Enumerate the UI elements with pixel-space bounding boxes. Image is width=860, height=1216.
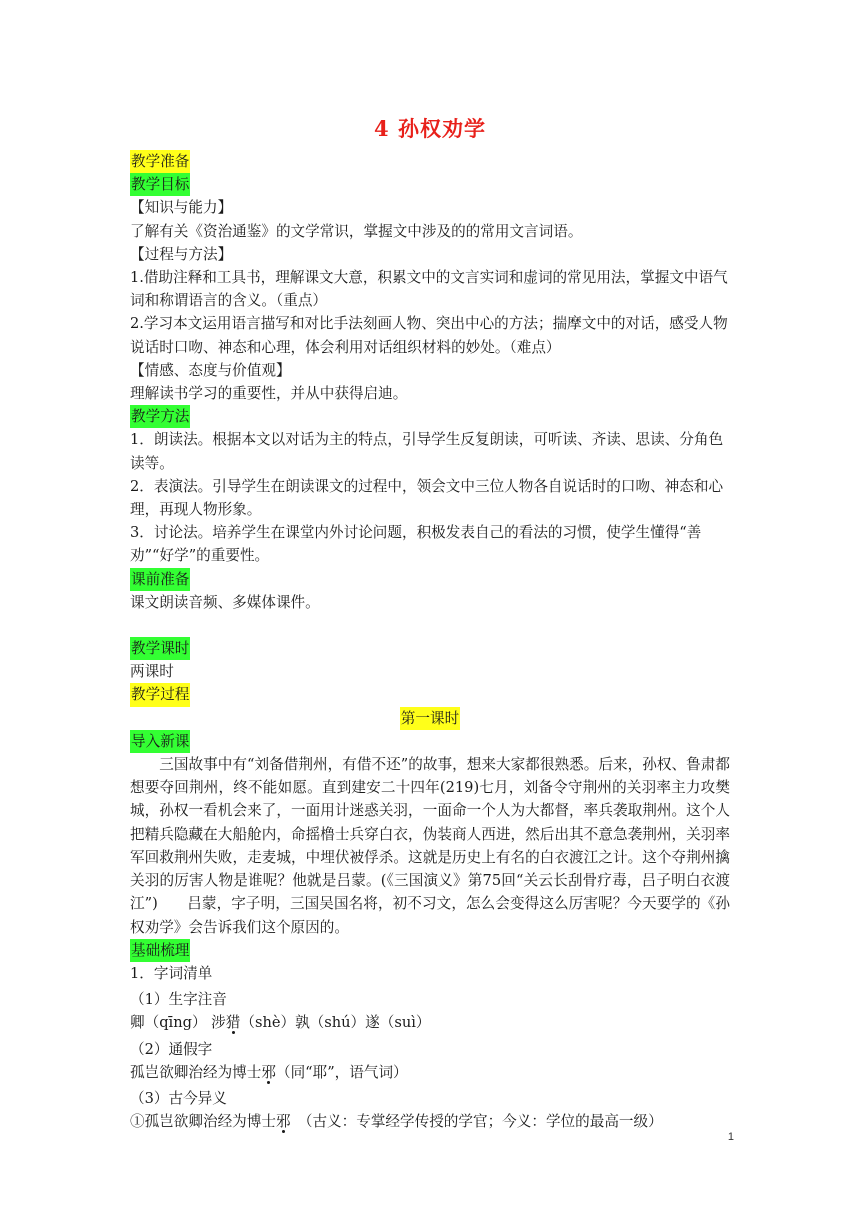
heading-class-hours: 教学课时 bbox=[130, 637, 190, 660]
heading-teaching-procedure: 教学过程 bbox=[130, 683, 190, 706]
paragraph-process-1: 1.借助注释和工具书，理解课文大意，积累文中的文言实词和虚词的常见用法，掌握文中语气词和称谓语言的含义。（重点） bbox=[130, 269, 728, 310]
paragraph-method-2: 2．表演法。引导学生在朗读课文的过程中，领会文中三位人物各自说话时的口吻、神态和心理，再现人物形象。 bbox=[130, 477, 724, 519]
dotted-char: 猎 bbox=[225, 1014, 241, 1032]
page-number: 1 bbox=[727, 1131, 734, 1143]
heading-pre-class: 课前准备 bbox=[130, 568, 190, 591]
heading-intro: 导入新课 bbox=[130, 730, 190, 753]
paragraph-vocab-2 bbox=[130, 1061, 730, 1084]
paragraph-class-hours: 两课时 bbox=[130, 663, 174, 681]
paragraph-intro: 三国故事中有“刘备借荆州，有借不还”的故事，想来大家都很熟悉。后来，孙权、鲁肃都想要夺回荆州，终不能如愿。直到建安二十四年(219)七月，刘备令守荆州的关羽率主力攻樊城，孙权一看机会来了，一面用计迷惑关羽，一面命一个人为大都督，率兵袭取荆州。这个人把精兵隐藏在大船舱内，命摇橹士兵穿白衣，伪装商人西进，然后出其不意急袭荆州，关羽率军回救荆州失败，走麦城，中埋伏被俘杀。这就是历史上有名的白衣渡江之计。这个夺荆州擒关羽的厉害人物是谁呢？他就是吕蒙。(《三国演义》第75回“关云长刮骨疗毒，吕子明白衣渡江”) 吕蒙，字子明，三国吴国名将，初不习文，怎么会变得这么厉害呢？今天要学的《孙权劝学》会告诉我们这个原因的。 bbox=[130, 756, 730, 936]
subheading-process: 【过程与方法】 bbox=[130, 245, 233, 263]
paragraph-method-1: 1．朗读法。根据本文以对话为主的特点，引导学生反复朗读，可听读、齐读、思读、分角色读等。 bbox=[130, 431, 724, 472]
paragraph-vocab-3 bbox=[130, 1110, 730, 1133]
vocab-2-text-a: 孤岂欲卿治经为博士 bbox=[130, 1063, 262, 1081]
subheading-vocab-2: （2）通假字 bbox=[130, 1040, 213, 1058]
paragraph-method-3: 3．讨论法。培养学生在课堂内外讨论问题，积极发表自己的看法的习惯，使学生懂得“善劝”“好学”的重要性。 bbox=[130, 524, 702, 565]
vocab-3-text-a: ①孤岂欲卿治经为博士 bbox=[130, 1113, 276, 1131]
paragraph-vocab-1 bbox=[130, 1011, 730, 1034]
subheading-vocab-3: （3）古今异义 bbox=[130, 1089, 227, 1107]
subheading-vocab-1: （1）生字注音 bbox=[130, 991, 227, 1009]
heading-basics: 基础梳理 bbox=[130, 939, 190, 962]
vocab-2-text-b: （同“耶”，语气词） bbox=[275, 1063, 408, 1081]
subheading-vocab: 1．字词清单 bbox=[130, 964, 213, 982]
paragraph-pre-class: 课文朗读音频、多媒体课件。 bbox=[130, 593, 320, 611]
vocab-1-text-a: 卿（qīng） 涉 bbox=[130, 1014, 226, 1032]
subheading-emotion: 【情感、态度与价值观】 bbox=[130, 361, 291, 379]
vocab-3-text-b: （古义：专掌经学传授的学官；今义：学位的最高一级） bbox=[290, 1113, 663, 1131]
page-title: 4 孙权劝学 bbox=[374, 116, 486, 141]
heading-teaching-goals: 教学目标 bbox=[130, 173, 190, 196]
vocab-1-text-b: （shè）孰（shú）遂（suì） bbox=[240, 1014, 431, 1032]
blank-line bbox=[130, 614, 730, 637]
heading-lesson-one: 第一课时 bbox=[400, 707, 460, 730]
paragraph-process-2: 2.学习本文运用语言描写和对比手法刻画人物、突出中心的方法；揣摩文中的对话，感受人物说话时口吻、神态和心理，体会利用对话组织材料的妙处。（难点） bbox=[130, 315, 728, 356]
heading-teaching-prep: 教学准备 bbox=[130, 150, 190, 173]
document-body bbox=[130, 150, 730, 1133]
heading-teaching-methods: 教学方法 bbox=[130, 405, 190, 428]
paragraph-knowledge: 了解有关《资治通鉴》的文学常识，掌握文中涉及的的常用文言词语。 bbox=[130, 222, 583, 240]
dotted-char: 邪 bbox=[261, 1063, 276, 1081]
paragraph-emotion: 理解读书学习的重要性，并从中获得启迪。 bbox=[130, 385, 408, 403]
dotted-char: 邪 bbox=[275, 1113, 291, 1131]
subheading-knowledge: 【知识与能力】 bbox=[130, 199, 233, 217]
